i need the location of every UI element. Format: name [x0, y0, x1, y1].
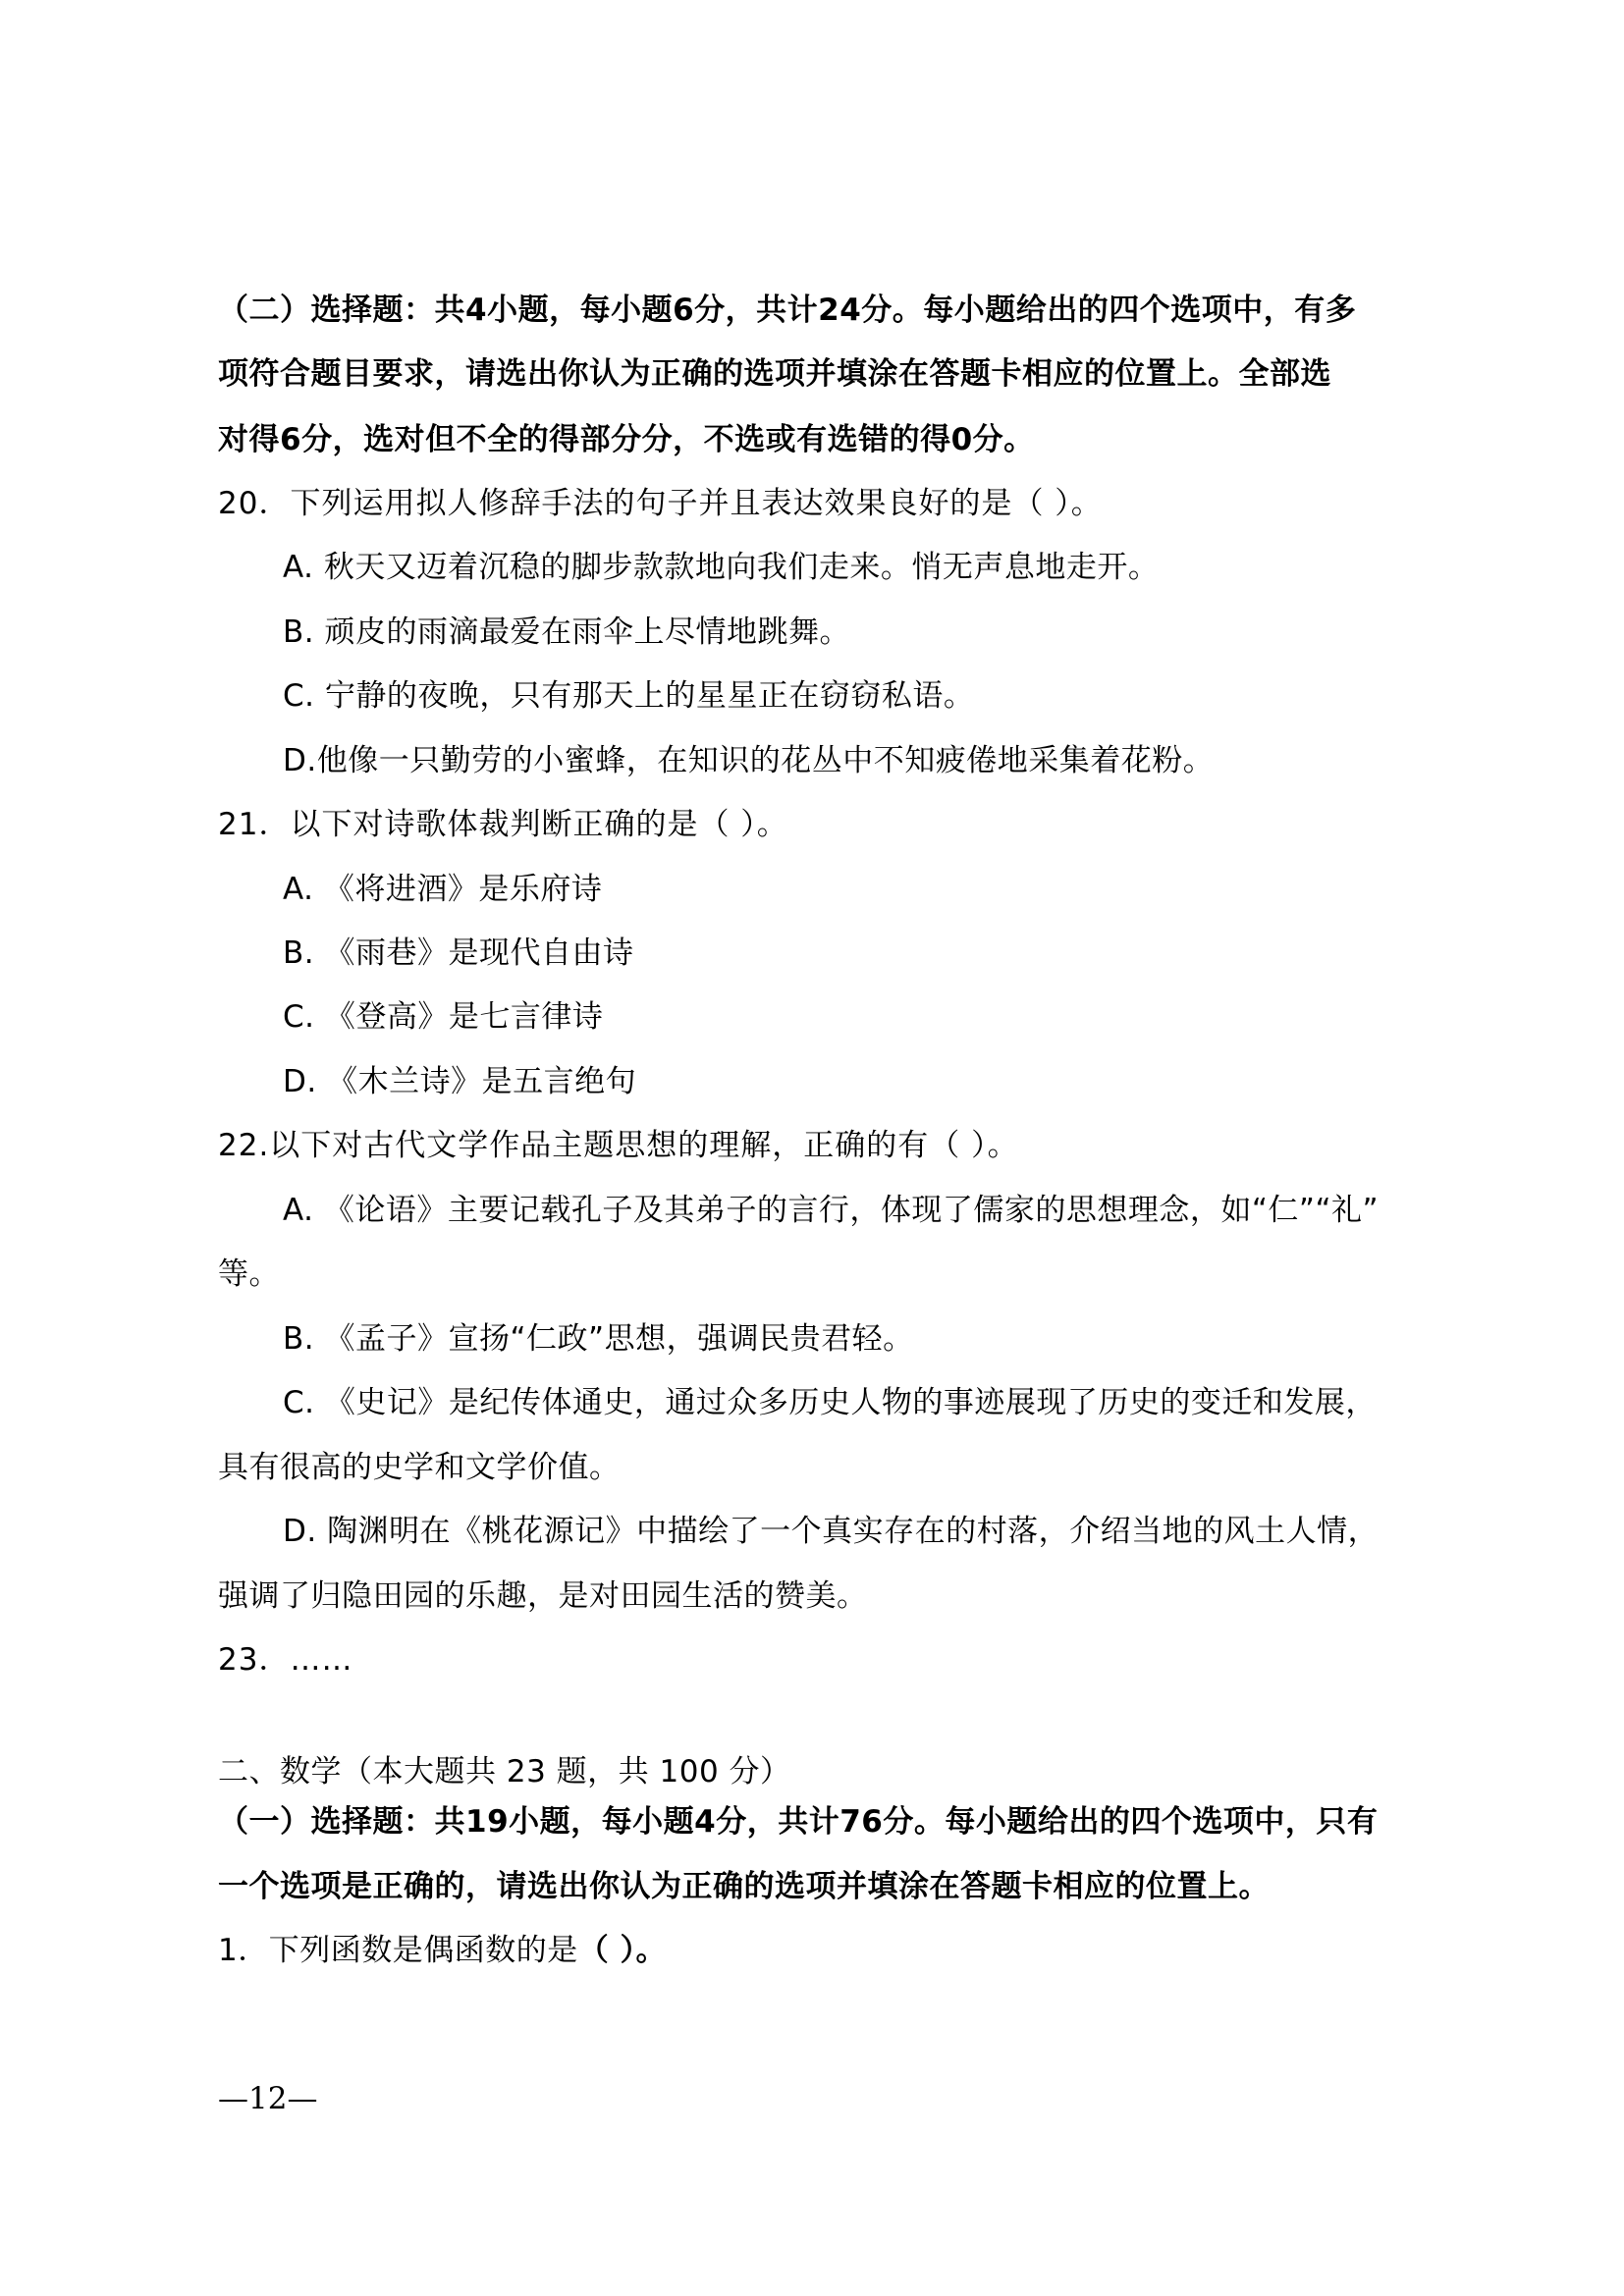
choice-instructions-line-3: 对得6分，选对但不全的得部分分，不选或有选错的得0分。: [218, 422, 1035, 457]
question-22-option-d: D. 陶渊明在《桃花源记》中描绘了一个真实存在的村落，介绍当地的风土人情，: [283, 1514, 1380, 1549]
question-20-option-b: B. 顽皮的雨滴最爱在雨伞上尽情地跳舞。: [283, 614, 850, 650]
page-number: —12—: [218, 2081, 318, 2116]
question-22-option-d-continued: 强调了归隐田园的乐趣，是对田园生活的赞美。: [218, 1578, 868, 1614]
question-21-option-b: B. 《雨巷》是现代自由诗: [283, 935, 634, 971]
question-21-option-d: D. 《木兰诗》是五言绝句: [283, 1064, 637, 1099]
math-question-1-stem: [218, 1931, 667, 1970]
question-22-option-b: B. 《孟子》宣扬“仁政”思想，强调民贵君轻。: [283, 1321, 914, 1357]
question-22-option-a: A. 《论语》主要记载孔子及其弟子的言行，体现了儒家的思想理念，如“仁”“礼”: [283, 1193, 1380, 1228]
math-question-1-text: 1．下列函数是偶函数的是: [218, 1933, 578, 1968]
question-20-option-d: D.他像一只勤劳的小蜜蜂，在知识的花丛中不知疲倦地采集着花粉。: [283, 743, 1215, 778]
question-21-option-c: C. 《登高》是七言律诗: [283, 999, 604, 1035]
math-question-1-blank: （ ）。: [577, 1933, 668, 1968]
math-choice-instructions-line-2: 一个选项是正确的，请选出你认为正确的选项并填涂在答题卡相应的位置上。: [218, 1869, 1270, 1904]
question-20-stem: 20．下列运用拟人修辞手法的句子并且表达效果良好的是（ ）。: [218, 486, 1103, 521]
math-choice-instructions-line-1: （一）选择题：共19小题，每小题4分，共计76分。每小题给出的四个选项中，只有: [218, 1804, 1379, 1840]
question-21-stem: 21．以下对诗歌体裁判断正确的是（ ）。: [218, 807, 788, 842]
question-20-option-a: A. 秋天又迈着沉稳的脚步款款地向我们走来。悄无声息地走开。: [283, 550, 1160, 585]
choice-instructions-line-1: （二）选择题：共4小题，每小题6分，共计24分。每小题给出的四个选项中，有多: [218, 293, 1357, 328]
choice-instructions-line-2: 项符合题目要求，请选出你认为正确的选项并填涂在答题卡相应的位置上。全部选: [218, 356, 1331, 392]
question-23-stem: 23．……: [218, 1642, 353, 1678]
math-section-heading: 二、数学（本大题共 23 题，共 100 分）: [218, 1754, 791, 1789]
question-21-option-a: A. 《将进酒》是乐府诗: [283, 872, 603, 907]
question-22-option-c: C. 《史记》是纪传体通史，通过众多历史人物的事迹展现了历史的变迁和发展，: [283, 1385, 1377, 1420]
question-22-option-a-continued: 等。: [218, 1256, 280, 1292]
question-22-option-c-continued: 具有很高的史学和文学价值。: [218, 1450, 621, 1485]
question-22-stem: 22.以下对古代文学作品主题思想的理解，正确的有（ ）。: [218, 1128, 1019, 1163]
question-20-option-c: C. 宁静的夜晚，只有那天上的星星正在窃窃私语。: [283, 678, 975, 714]
